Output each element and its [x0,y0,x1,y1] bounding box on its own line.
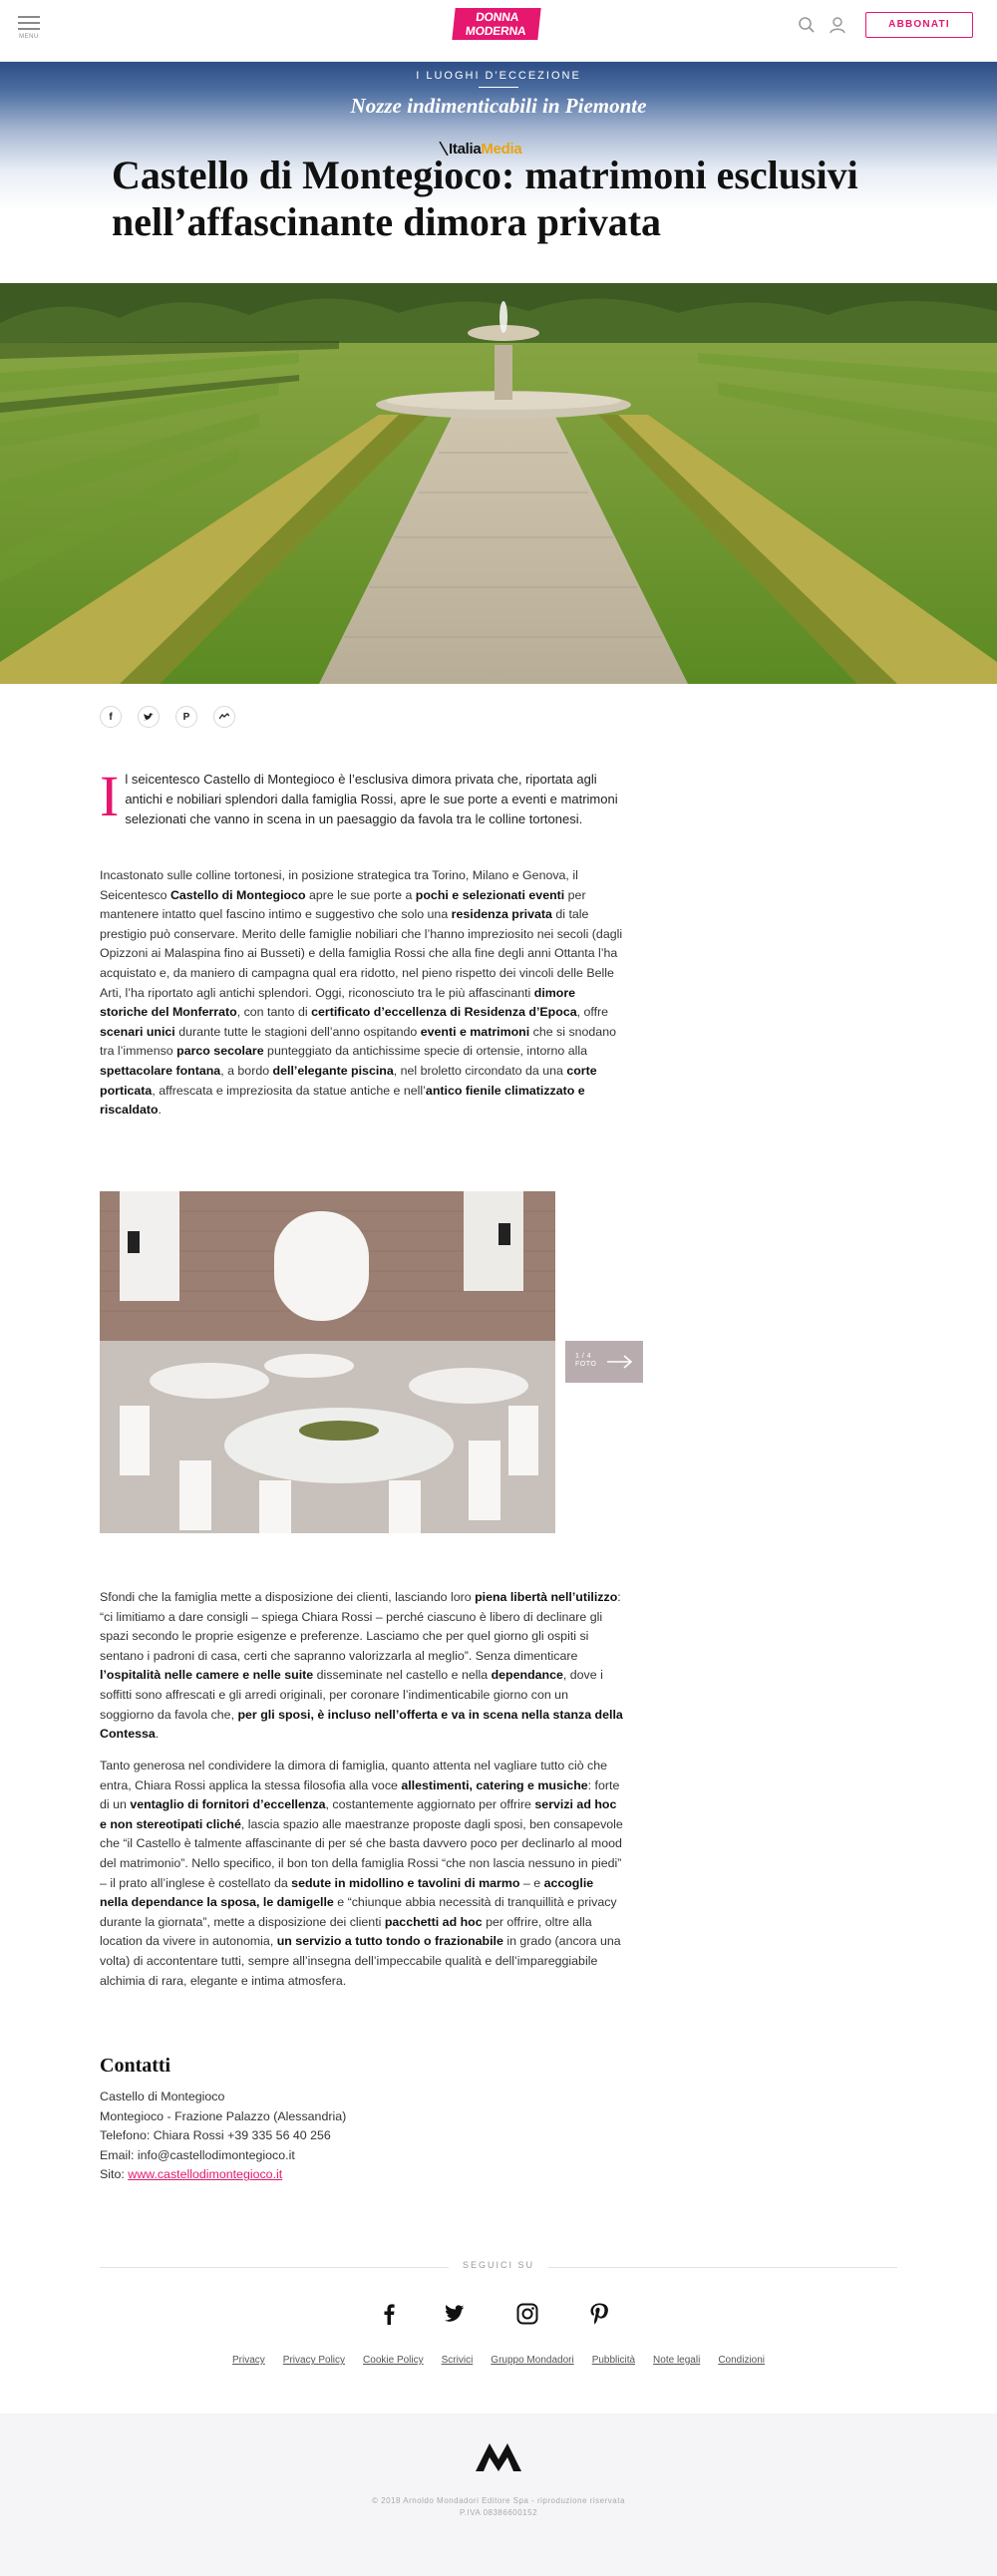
paragraph-text: per offrire, oltre alla location da vivere in autonomia, [100,1914,592,1949]
share-twitter-button[interactable] [138,706,160,728]
footer-link-cookie-policy[interactable]: Cookie Policy [363,2355,424,2366]
mondadori-logo-icon [476,2439,521,2473]
facebook-icon: f [109,711,113,723]
paragraph-text: : forte di un [100,1777,620,1812]
paragraph-text: Incastonato sulle colline tortonesi, in posizione strategica tra Torino, Milano e Genova, il Seicentesco [100,868,578,902]
footer-link-gruppo-mondadori[interactable]: Gruppo Mondadori [491,2355,574,2366]
paragraph-text: Tanto generosa nel condividere la dimora di famiglia, quanto attenta nel vagliare tutto ciò che entra, Chiara Rossi applica la stessa filosofia alla voce [100,1759,608,1792]
footer-links [0,2355,997,2366]
paragraph-text: – e [519,1875,544,1890]
footer-link-note-legali[interactable]: Note legali [653,2355,701,2366]
paragraph-text: disseminate nel castello e nella [313,1668,492,1683]
highlight-text: dimore storiche del Monferrato [100,985,576,1020]
paragraph-text: . [155,1727,160,1742]
article-paragraph-3 [100,1757,623,1991]
article-paragraph-2 [100,1588,623,1745]
highlight-text: pochi e selezionati eventi [415,887,565,902]
paragraph-text: , lascia spazio alle maestranze proposte dagli sposi, ben consapevole che “il Castello è talmente affascinante di per sé che basta davvero poco per declinarlo al mood del matrimonio”. Nello specifico, il bon ton della famiglia Rossi “che non lascia nessuno in piedi” – il prato all’inglese è costellato da [100,1816,623,1890]
article-lead [100,764,618,829]
highlight-text: parco secolare [176,1044,264,1059]
contacts-heading: Contatti [100,2055,171,2077]
highlight-text: accoglie nella dependance la sposa, le damigelle [100,1875,594,1910]
highlight-text: per gli sposi, è incluso nell’offerta e va in scena nella stanza della Contessa [100,1707,623,1742]
pinterest-icon [590,2303,608,2325]
share-pinterest-button[interactable] [175,706,197,728]
facebook-icon [383,2303,395,2325]
hero-image-garden [0,283,997,684]
paragraph-text: , con tanto di [236,1005,312,1020]
social-facebook-link[interactable] [377,2302,401,2326]
photo-gallery-image[interactable] [100,1191,555,1533]
contact-name: Castello di Montegioco [100,2090,225,2103]
highlight-text: residenza privata [451,907,552,922]
highlight-text: dell’elegante piscina [272,1063,394,1078]
highlight-text: pacchetti ad hoc [384,1914,483,1929]
copyright: © 2018 Arnoldo Mondadori Editore Spa - riproduzione riservata P.IVA 08386600152 [372,2496,625,2517]
arrow-right-icon [607,1355,633,1369]
contact-site-link[interactable]: www.castellodimontegioco.it [128,2167,283,2182]
follow-label: SEGUICI SU [462,2260,534,2270]
paragraph-text: per mantenere intatto quel fascino intimo e suggestivo che solo una [100,887,586,922]
article-paragraph-1 [100,866,623,1121]
share-facebook-button[interactable] [100,706,122,728]
paragraph-text: , affrescata e impreziosita da statue antiche e nell’ [152,1083,426,1098]
subscribe-button[interactable]: ABBONATI [865,12,973,38]
paragraph-text: , a bordo [220,1063,273,1078]
paragraph-text: durante tutte le stagioni dell’anno ospitando [174,1024,421,1039]
user-icon[interactable] [828,15,847,35]
highlight-text: corte porticata [100,1063,597,1098]
highlight-text: ventaglio di fornitori d’eccellenza [130,1797,326,1812]
kicker-divider [479,87,518,88]
paragraph-text: in grado (ancora una volta) di accontentare tutti, sempre all’insegna dell’impeccabile qualità e dell’impareggiabile alchimia di rara, elegante e intima atmosfera. [100,1934,621,1988]
paragraph-text: che si snodano tra l’immenso [100,1024,616,1059]
contacts-block [100,2088,346,2185]
share-messenger-button[interactable] [213,706,235,728]
social-instagram-link[interactable] [515,2302,539,2326]
twitter-icon [144,713,154,722]
paragraph-text: punteggiato da antichissime specie di ortensie, intorno alla [263,1044,588,1059]
menu-label: MENU [19,34,39,40]
contact-email: Email: info@castellodimontegioco.it [100,2147,295,2162]
section-kicker[interactable]: I LUOGHI D'ECCEZIONE [416,70,581,82]
footer-link-scrivici[interactable]: Scrivici [441,2355,474,2366]
contact-phone: Telefono: Chiara Rossi +39 335 56 40 256 [100,2128,331,2143]
paragraph-text: , nel broletto circondato da una [393,1063,567,1078]
highlight-text: allestimenti, catering e musiche [401,1777,588,1792]
footer-link-pubblicita[interactable]: Pubblicità [591,2355,636,2366]
social-pinterest-link[interactable] [587,2302,611,2326]
highlight-text: servizi ad hoc e non stereotipati cliché [100,1797,617,1831]
highlight-text: un servizio a tutto tondo o frazionabile [276,1934,503,1949]
highlight-text: Castello di Montegioco [169,887,306,902]
paragraph-text: , costantemente aggiornato per offrire [325,1797,535,1812]
highlight-text: certificato d’eccellenza di Residenza d’Epoca [311,1005,577,1020]
hamburger-icon [18,16,40,18]
messenger-icon [219,713,229,721]
paragraph-text: . [158,1103,162,1118]
social-twitter-link[interactable] [444,2302,468,2326]
paragraph-text: , offre [576,1005,609,1020]
highlight-text: eventi e matrimoni [420,1024,530,1039]
gallery-counter: 1 / 4 FOTO [575,1353,597,1368]
paragraph-text: Sfondi che la famiglia mette a disposizione dei clienti, lasciando loro [100,1590,476,1604]
paragraph-text: di tale prestigio può conservare. Merito delle famiglie nobiliari che l’hanno impreziosito nei secoli (dagli Opizzoni ai Malaspina fino ai Busseti) e della famiglia Rossi che alla fine degli anni Ottanta l’ha acquistato e, da maniero di campagna qual era ridotto, nel pieno rispetto dei vincoli delle Belle Arti, l’ha riportato agli antichi splendori. Oggi, riconosciuto tra le più affascinanti [100,907,623,1000]
watermark-logo: ItaliaMedia [439,141,521,158]
paragraph-text: e “chiunque abbia necessità di tranquillità e privacy durante la giornata”, mette a disposizione dei clienti [100,1895,617,1929]
footer-link-condizioni[interactable]: Condizioni [718,2355,766,2366]
paragraph-text: apre le sue porte a [305,887,416,902]
highlight-text: piena libertà nell’utilizzo [475,1590,618,1604]
highlight-text: antico fienile climatizzato e riscaldato [100,1083,585,1118]
contact-site: Sito: www.castellodimontegioco.it [100,2167,283,2182]
pinterest-icon: P [182,711,190,723]
highlight-text: l’ospitalità nelle camere e nelle suite [100,1668,314,1683]
twitter-icon [445,2305,467,2323]
highlight-text: scenari unici [100,1024,175,1039]
footer-link-privacy[interactable]: Privacy [231,2355,265,2366]
share-bar [100,706,235,728]
instagram-icon [516,2303,538,2325]
footer-link-privacy-policy[interactable]: Privacy Policy [282,2355,346,2366]
paragraph-text: : “ci limitiamo a dare consigli – spiega Chiara Rossi – perché ciascuno è libero di declinare gli spazi secondo le proprie esigenze e preferenze. Lasciamo che per quel giorno gli ospiti si sentano i padroni di casa, certi che sapranno valorizzarla al meglio”. Senza dimenticare [100,1590,621,1663]
lead-text: l seicentesco Castello di Montegioco è l’esclusiva dimora privata che, riportata agli antichi e nobiliari splendori dalla famiglia Rossi, apre le sue porte a eventi e matrimoni selezionati che vanno in scena in un paesaggio da favola tra le colline tortonesi. [125,772,618,826]
highlight-text: sedute in midollino e tavolini di marmo [291,1875,520,1890]
section-subtitle: Nozze indimenticabili in Piemonte [350,94,647,118]
menu-button[interactable] [18,16,40,40]
search-icon[interactable] [798,16,816,34]
site-header [0,0,997,62]
site-logo[interactable]: DONNA MODERNA [452,8,540,40]
highlight-text: spettacolare fontana [100,1063,221,1078]
contact-address: Montegioco - Frazione Palazzo (Alessandria) [100,2108,347,2123]
paragraph-text: , dove i soffitti sono affrescati e gli arredi originali, per coronare l’indimenticabile giorno con un soggiorno da favola che, [100,1668,603,1722]
drop-cap: I [100,764,120,828]
highlight-text: dependance [491,1668,563,1683]
gallery-next-button[interactable] [565,1341,643,1383]
article-title: Castello di Montegioco: matrimoni esclusivi nell’affascinante dimora privata [112,153,858,244]
